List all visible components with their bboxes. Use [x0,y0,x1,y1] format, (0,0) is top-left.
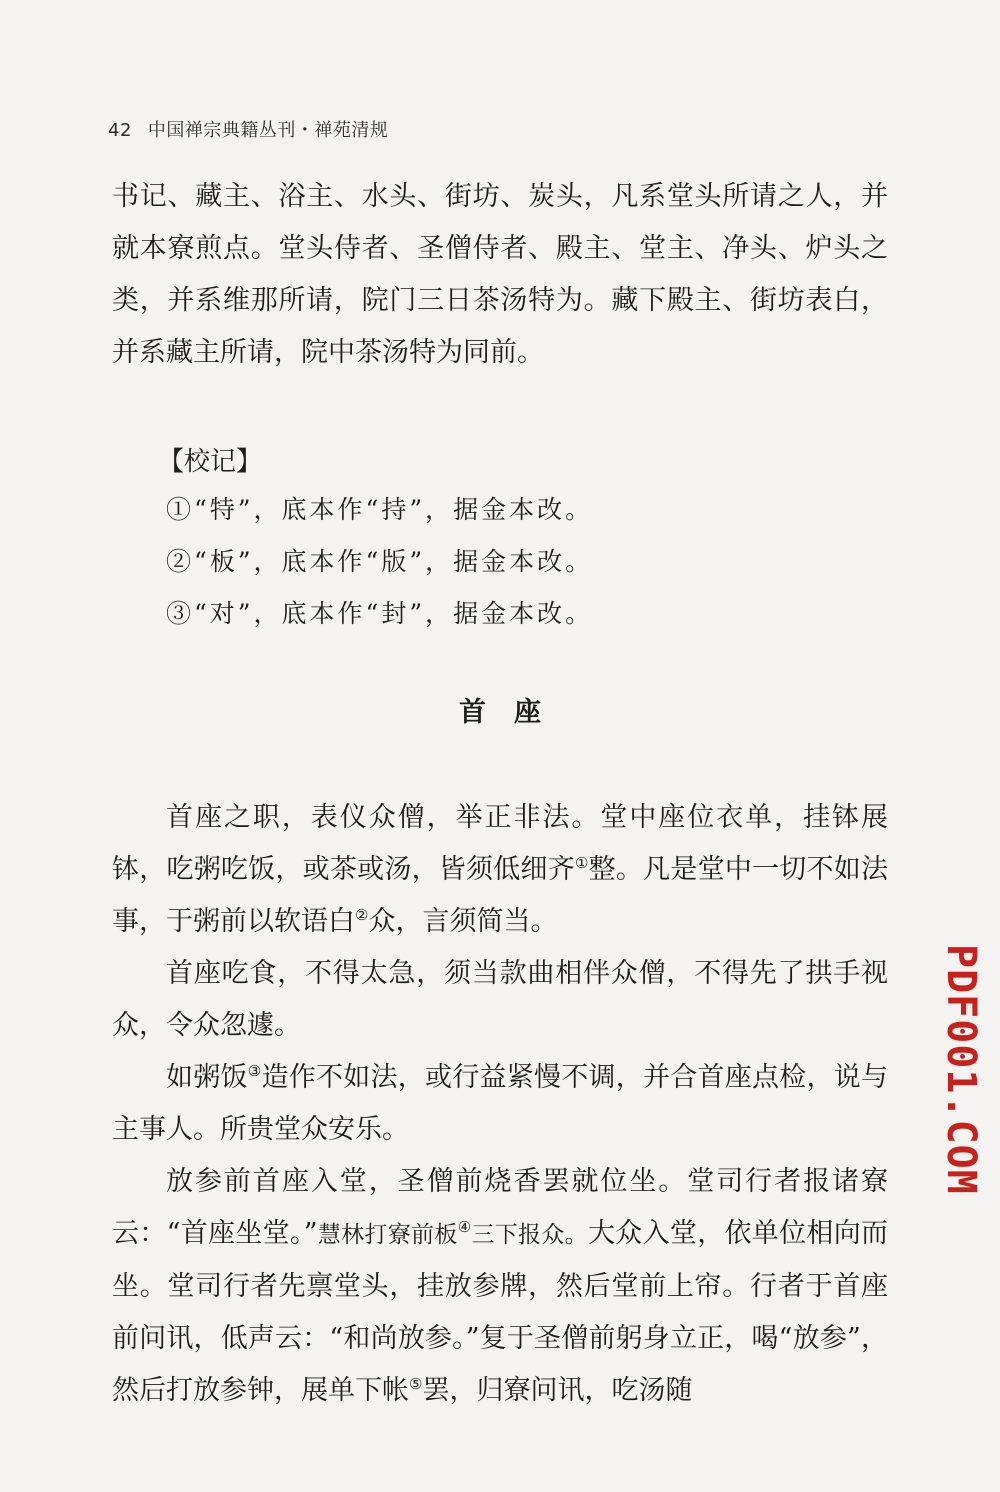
footnote-marker: ③ [247,1062,262,1080]
running-title: 中国禅宗典籍丛刊・禅苑清规 [147,120,389,141]
page-number: 42 [108,120,132,141]
footnote-marker: ⑤ [409,1375,423,1393]
text-run: 如粥饭 [166,1062,248,1093]
jiaoji-heading: 【校记】 [158,447,263,477]
running-head [108,116,388,142]
footnote-marker: ② [355,906,369,924]
collation-note-3: ③“对”，底本作“封”，据金本改。 [166,599,594,628]
interlinear-note: 三下报众。 [471,1222,588,1248]
interlinear-note: 慧林打寮前板 [317,1222,458,1248]
paragraph-1 [112,792,888,948]
text-run: 首座之职，表仪众僧，举正非法。堂中座位衣单，挂钵展钵，吃粥吃饭，或茶或汤，皆须低细齐 [112,802,888,885]
text-block-section [112,792,888,1417]
footnote-marker: ④ [457,1218,472,1236]
text-run: 造作不如法，或行益紧慢不调，并合首座点检，说与主事人。所贵堂众安乐。 [112,1062,889,1145]
footnote-marker: ① [574,854,589,872]
text-run: 罢，归寮问讯，吃汤随 [422,1375,693,1406]
text-run: 整。凡是堂中一切不如法事，于粥前以软语白 [112,854,889,937]
paragraph-3 [112,1052,888,1156]
watermark: PDF001.COM [938,944,984,1195]
collation-note-2: ②“板”，底本作“版”，据金本改。 [166,547,594,576]
text-run: 众，言须简当。 [368,906,558,937]
paragraph-4 [112,1156,888,1417]
text-block-top [112,171,888,379]
section-title: 首座 [459,697,569,728]
text-run: 大众入堂，依单位相向而坐。堂司行者先禀堂头，挂放参牌，然后堂前上帘。行者于首座前问讯，低声云：“和尚放参。”复于圣僧前躬身立正，喝“放参”，然后打放参钟，展单下帐 [112,1218,889,1406]
collation-note-1: ①“特”，底本作“持”，据金本改。 [166,495,594,524]
text-run: 放参前首座入堂，圣僧前烧香罢就位坐。堂司行者报诸寮云：“首座坐堂。” [112,1166,888,1249]
paragraph-2: 首座吃食，不得太急，须当款曲相伴众僧，不得先了拱手视众，令众忽遽。 [112,958,888,1041]
paragraph: 书记、藏主、浴主、水头、街坊、炭头，凡系堂头所请之人，并就本寮煎点。堂头侍者、圣僧侍者、殿主、堂主、净头、炉头之类，并系维那所请，院门三日茶汤特为。藏下殿主、街坊表白，并系藏主所请，院中茶汤特为同前。 [112,181,888,368]
